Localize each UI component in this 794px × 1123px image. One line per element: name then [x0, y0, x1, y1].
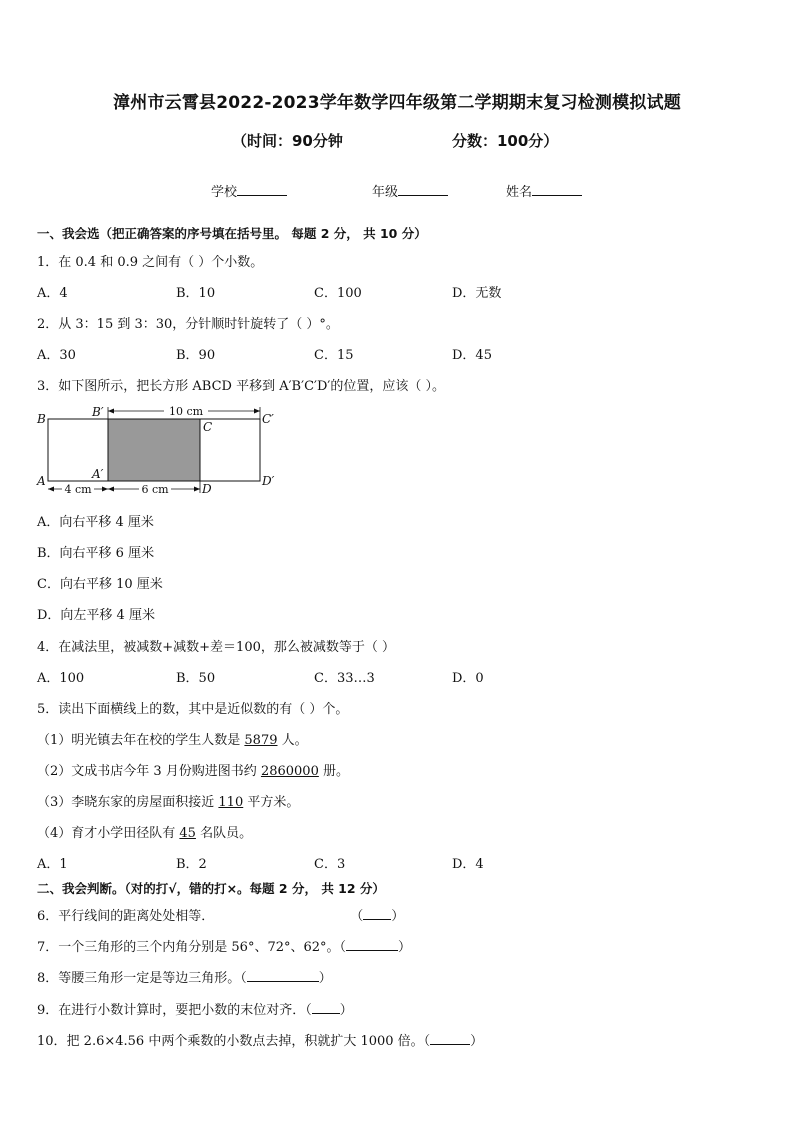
section-2-heading: 二、我会判断。（对的打√，错的打×。每题 2 分， 共 12 分） [37, 881, 385, 896]
q1-option-c: C．100 [314, 286, 362, 301]
q6-text: 6．平行线间的距离处处相等． [37, 909, 215, 924]
name-label: 姓名 [506, 185, 533, 200]
q2-option-a: A．30 [37, 348, 76, 363]
grade-field [372, 181, 448, 200]
q8-answer-blank[interactable] [247, 969, 319, 982]
q3-option-b: B．向右平移 6 厘米 [37, 546, 155, 561]
label-a-prime: A′ [92, 467, 104, 481]
q5-item-2 [37, 760, 349, 779]
question-2: 2．从 3：15 到 3：30，分针顺时针旋转了（ ）°。 [37, 317, 339, 332]
school-blank [237, 183, 287, 196]
q5-option-a: A．1 [37, 857, 68, 872]
label-c-prime: C′ [262, 412, 274, 426]
q7-paren-close: ） [398, 940, 412, 955]
question-3: 3．如下图所示，把长方形 ABCD 平移到 A′B′C′D′的位置，应该（ ）。 [37, 379, 445, 394]
arrow-left-top [108, 409, 114, 414]
question-6 [37, 905, 404, 924]
label-b-prime: B′ [92, 405, 104, 419]
question-5: 5．读出下面横线上的数，其中是近似数的有（ ）个。 [37, 702, 349, 717]
label-b: B [37, 412, 46, 426]
question-8 [37, 967, 332, 986]
q10-answer-blank[interactable] [430, 1032, 470, 1045]
q1-option-a: A．4 [37, 286, 68, 301]
question-1: 1．在 0.4 和 0.9 之间有（ ）个小数。 [37, 255, 264, 270]
q5-item-3-number: 110 [218, 795, 244, 810]
question-9 [37, 999, 353, 1018]
q5-item-2-number: 2860000 [260, 764, 319, 779]
question-10 [37, 1030, 483, 1049]
q9-paren-close: ） [339, 1003, 353, 1018]
dim-label-mid: 6 cm [141, 483, 169, 496]
q2-option-b: B．90 [176, 348, 216, 363]
q8-text: 8．等腰三角形一定是等边三角形。（ [37, 971, 247, 986]
q5-item-2-pre: （2）文成书店今年 3 月份购进图书约 [37, 764, 261, 779]
q10-paren-close: ） [470, 1034, 484, 1049]
translation-figure [36, 402, 286, 498]
q3-option-a: A．向右平移 4 厘米 [37, 515, 154, 530]
grade-blank [398, 183, 448, 196]
exam-score: 分数：100分） [452, 132, 559, 150]
q4-option-b: B．50 [176, 671, 216, 686]
q6-paren-close: ） [391, 909, 405, 924]
q7-text: 7．一个三角形的三个内角分别是 56°、72°、62°。（ [37, 940, 347, 955]
q5-item-1-post: 人。 [277, 733, 308, 748]
q4-option-c: C．33…3 [314, 671, 375, 686]
name-blank [532, 183, 582, 196]
q8-paren-close: ） [318, 971, 332, 986]
q1-option-b: B．10 [176, 286, 216, 301]
q7-answer-blank[interactable] [346, 938, 398, 951]
question-4: 4．在减法里，被减数+减数+差＝100，那么被减数等于（ ） [37, 640, 396, 655]
q5-item-4 [37, 822, 252, 841]
exam-time: （时间：90分钟 [232, 132, 343, 150]
label-d-prime: D′ [262, 474, 275, 488]
q2-option-c: C．15 [314, 348, 354, 363]
grade-label: 年级 [372, 185, 399, 200]
q5-option-d: D．4 [452, 857, 484, 872]
shaded-overlap [108, 419, 200, 481]
q5-item-3-pre: （3）李晓东家的房屋面积接近 [37, 795, 219, 810]
q4-option-a: A．100 [37, 671, 85, 686]
q9-answer-blank[interactable] [312, 1001, 340, 1014]
q5-item-4-number: 45 [179, 826, 196, 841]
q5-item-4-pre: （4）育才小学田径队有 [37, 826, 180, 841]
label-c: C [203, 420, 213, 434]
q5-option-b: B．2 [176, 857, 207, 872]
q5-item-3 [37, 791, 299, 810]
school-field [211, 181, 287, 200]
q5-item-1 [37, 729, 308, 748]
q2-option-d: D．45 [452, 348, 492, 363]
q5-option-c: C．3 [314, 857, 346, 872]
label-d: D [202, 482, 212, 496]
q5-item-1-number: 5879 [244, 733, 278, 748]
arrow-right-top [254, 409, 260, 414]
dim-label-left: 4 cm [64, 483, 92, 496]
q5-item-1-pre: （1）明光镇去年在校的学生人数是 [37, 733, 245, 748]
q9-text: 9．在进行小数计算时，要把小数的末位对齐．（ [37, 1003, 312, 1018]
dim-label-top: 10 cm [168, 405, 204, 418]
question-7 [37, 936, 411, 955]
school-label: 学校 [211, 185, 238, 200]
q4-option-d: D．0 [452, 671, 484, 686]
section-1-heading: 一、我会选（把正确答案的序号填在括号里。 每题 2 分， 共 10 分） [37, 226, 427, 241]
q5-item-4-post: 名队员。 [195, 826, 253, 841]
q5-item-2-post: 册。 [318, 764, 349, 779]
name-field [506, 181, 582, 200]
q3-option-d: D．向左平移 4 厘米 [37, 608, 155, 623]
exam-title: 漳州市云霄县2022-2023学年数学四年级第二学期期末复习检测模拟试题 [113, 93, 681, 113]
q6-paren-open: （ [350, 909, 364, 924]
arrow-left-bottom-2 [108, 487, 114, 492]
q10-text: 10．把 2.6×4.56 中两个乘数的小数点去掉，积就扩大 1000 倍。（ [37, 1034, 431, 1049]
arrow-left-bottom-1 [48, 487, 54, 492]
q5-item-3-post: 平方米。 [243, 795, 300, 810]
label-a: A [37, 474, 46, 488]
q3-option-c: C．向右平移 10 厘米 [37, 577, 163, 592]
arrow-right-bottom-2 [194, 487, 200, 492]
q1-option-d: D．无数 [452, 286, 502, 301]
q6-answer-blank[interactable] [363, 907, 391, 920]
arrow-right-bottom-1 [102, 487, 108, 492]
